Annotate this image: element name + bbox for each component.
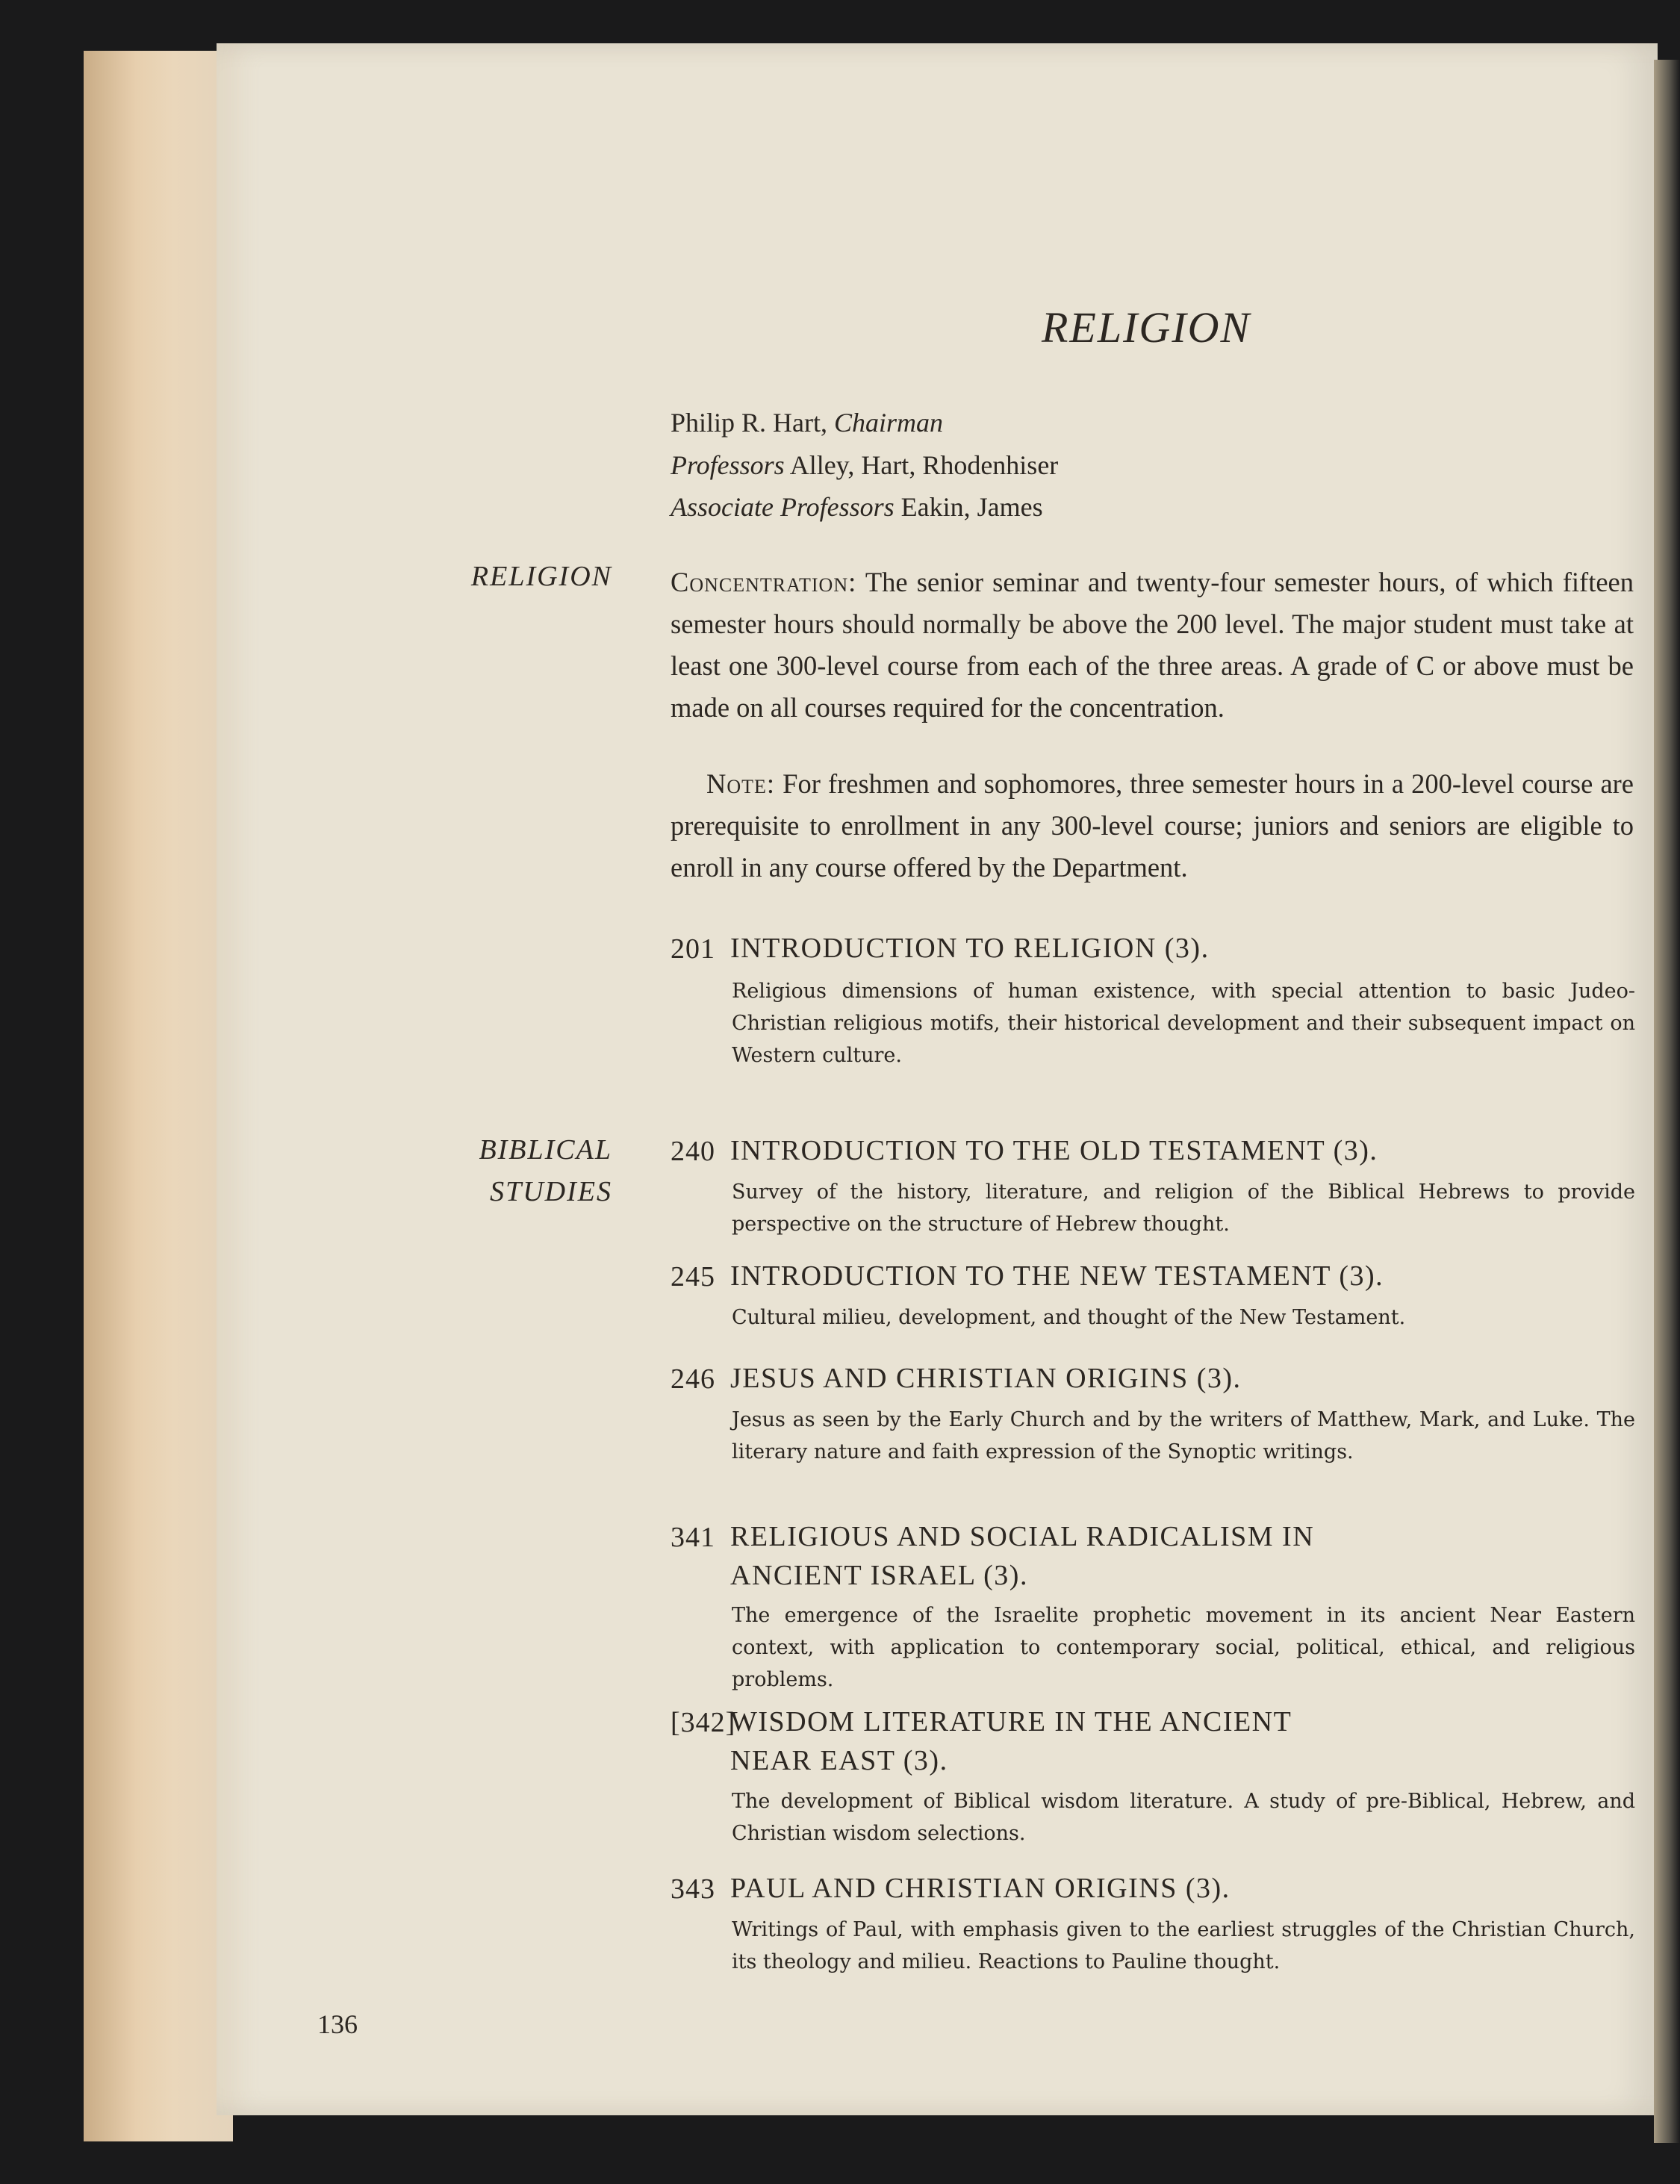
concentration-text: The senior seminar and twenty-four semester hours, of which fifteen semester hours should normally be above the 200 level. The major student must take at least one 300-level course from each of the three areas. A grade of C or above must be made on all courses required for the concentration. (671, 567, 1634, 723)
note-text: For freshmen and sophomores, three semester hours in a 200-level course are prerequisite to enrollment in any 300-level course; juniors and seniors are eligible to enroll in any course offered by the Department. (671, 768, 1634, 883)
note-paragraph (671, 763, 1634, 889)
course-title: INTRODUCTION TO THE OLD TESTAMENT (3). (730, 1135, 1378, 1166)
course-description: Writings of Paul, with emphasis given to the earliest struggles of the Christian Church, its theology and milieu. Reactions to Pauline thought. (732, 1918, 1635, 1973)
page-number: 136 (317, 2009, 358, 2039)
course-description: The emergence of the Israelite prophetic movement in its ancient Near Eastern context, with application to contemporary social, political, ethical, and religious problems. (732, 1604, 1635, 1691)
course-description: Religious dimensions of human existence, with special attention to basic Judeo-Christian religious motifs, their historical development and their subsequent impact on Western culture. (732, 980, 1635, 1067)
course-description: Cultural milieu, development, and thought of the New Testament. (732, 1306, 1406, 1329)
page-title: RELIGION (1042, 303, 1251, 352)
page-edge (84, 51, 233, 2141)
course-title-continued: ANCIENT ISRAEL (3). (730, 1560, 1028, 1591)
course-title-continued: NEAR EAST (3). (730, 1745, 948, 1776)
concentration-label: Concentration: (671, 567, 857, 597)
side-heading-studies: STUDIES (490, 1176, 612, 1207)
side-heading-religion: RELIGION (470, 561, 612, 592)
course-number: 343 (671, 1873, 715, 1905)
course-number: 245 (671, 1261, 715, 1292)
course-number: 240 (671, 1136, 715, 1167)
professors-line (671, 449, 1058, 481)
course-description: Survey of the history, literature, and religion of the Biblical Hebrews to provide perspective on the structure of Hebrew thought. (732, 1180, 1635, 1236)
course-title: JESUS AND CHRISTIAN ORIGINS (3). (730, 1363, 1242, 1394)
course-number: [342] (671, 1707, 736, 1738)
page-right-edge (1654, 60, 1680, 2143)
course-title: RELIGIOUS AND SOCIAL RADICALISM IN (730, 1521, 1315, 1552)
course-description: The development of Biblical wisdom literature. A study of pre-Biblical, Hebrew, and Christian wisdom selections. (732, 1790, 1635, 1845)
note-label: Note: (706, 768, 776, 799)
concentration-paragraph (671, 561, 1634, 729)
associates-line (671, 491, 1043, 523)
associates-label: Associate Professors (671, 492, 895, 522)
chairman-line (671, 407, 943, 438)
course-number: 246 (671, 1363, 715, 1395)
course-title: INTRODUCTION TO RELIGION (3). (730, 933, 1210, 964)
course-number: 341 (671, 1522, 715, 1553)
course-title: PAUL AND CHRISTIAN ORIGINS (3). (730, 1873, 1231, 1904)
course-title: INTRODUCTION TO THE NEW TESTAMENT (3). (730, 1260, 1384, 1292)
chairman-title: Chairman (834, 408, 944, 438)
professors-names: Alley, Hart, Rhodenhiser (789, 450, 1059, 480)
chairman-name: Philip R. Hart, (671, 408, 828, 438)
professors-label: Professors (671, 450, 785, 480)
side-heading-biblical: BIBLICAL (479, 1134, 612, 1166)
course-description: Jesus as seen by the Early Church and by the writers of Matthew, Mark, and Luke. The literary nature and faith expression of the Synoptic writings. (732, 1408, 1635, 1463)
course-title: WISDOM LITERATURE IN THE ANCIENT (730, 1706, 1292, 1737)
associates-names: Eakin, James (900, 492, 1043, 522)
course-number: 201 (671, 933, 715, 965)
